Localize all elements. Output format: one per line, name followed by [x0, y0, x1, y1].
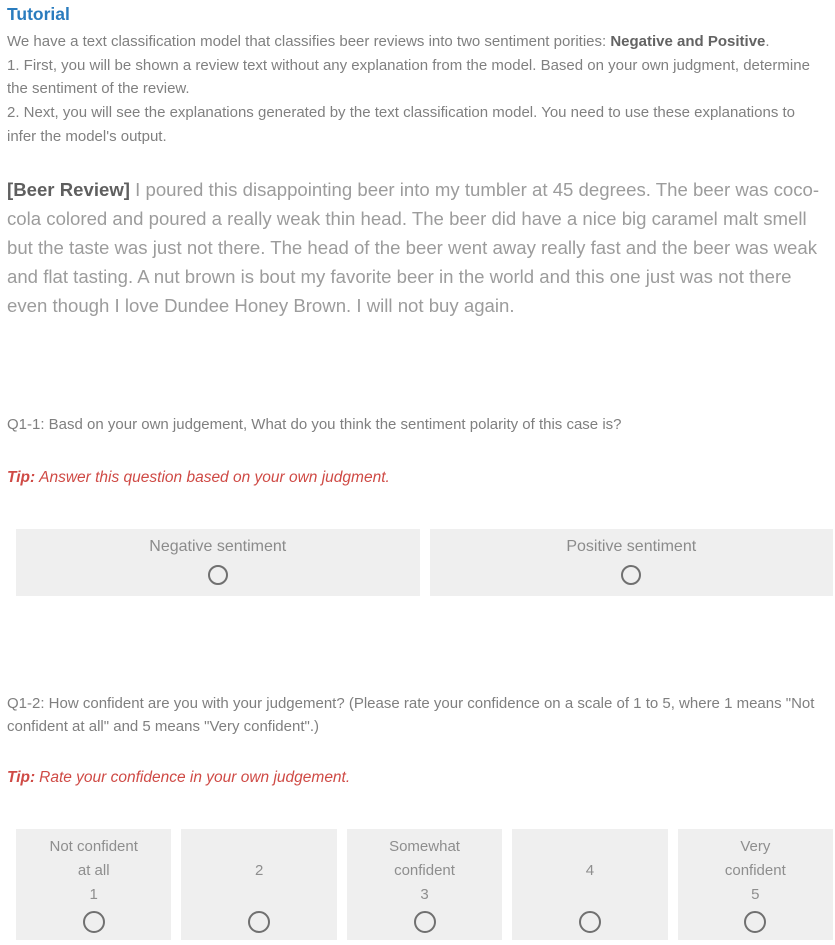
option-label-line: confident [394, 861, 455, 879]
option-label-line [512, 835, 667, 859]
option-confidence-4[interactable] [512, 829, 667, 940]
confidence-options-row [16, 829, 833, 940]
beer-review-label: [Beer Review] [7, 178, 130, 200]
radio-confidence-3[interactable] [414, 911, 436, 933]
option-label-line: 5 [751, 885, 760, 903]
option-label-line: at all [77, 861, 110, 879]
beer-review-text: I poured this disappointing beer into my tumbler at 45 degrees. The beer was coco-cola colored and poured a really weak thin head. The beer did have a nice big caramel malt smell but the taste was just not there. The head of the beer went away really fast and the beer was weak and flat tasting. A nut brown is bout my favorite beer in the world and this one just was not there even though I love Dundee Honey Brown. I will not buy again. [7, 178, 820, 316]
option-positive-sentiment[interactable] [430, 529, 834, 596]
radio-positive-sentiment[interactable] [621, 565, 641, 585]
option-label-line: 3 [420, 885, 429, 903]
instruction-step-2: 2. Next, you will see the explanations generated by the text classification model. You need to use these explanations to infer the model's output. [7, 104, 796, 145]
option-label-line: 1 [89, 885, 98, 903]
radio-confidence-4[interactable] [579, 911, 601, 933]
tip-label: Tip: [7, 468, 36, 486]
option-label: Negative sentiment [149, 537, 287, 555]
option-label-line: Somewhat [389, 837, 460, 855]
option-label-line: confident [724, 861, 786, 879]
intro-suffix: . [765, 33, 770, 50]
option-label: Positive sentiment [566, 537, 697, 555]
intro-bold: Negative and Positive [610, 33, 766, 50]
sentiment-options-row [16, 529, 833, 596]
option-label-line [512, 883, 667, 907]
tip-q1-2 [7, 769, 833, 787]
option-negative-sentiment[interactable] [16, 529, 420, 596]
question-q1-2: Q1-2: How confident are you with your judgement? (Please rate your confidence on a scale of 1 to 5, where 1 means "Not confident at all" and 5 means "Very confident".) [7, 694, 815, 735]
radio-confidence-2[interactable] [248, 911, 270, 933]
beer-review [7, 175, 833, 320]
tip-text: Answer this question based on your own judgment. [39, 468, 390, 486]
option-label-line: 2 [254, 861, 264, 879]
option-confidence-2[interactable] [181, 829, 336, 940]
option-label-line [181, 883, 336, 907]
option-label-line: 4 [585, 861, 595, 879]
option-confidence-3[interactable] [347, 829, 502, 940]
intro-text [7, 30, 817, 54]
page-title: Tutorial [7, 4, 70, 24]
radio-confidence-1[interactable] [83, 911, 105, 933]
option-label-line: Not confident [49, 837, 138, 855]
question-q1-1: Q1-1: Basd on your own judgement, What do you think the sentiment polarity of this case is? [7, 415, 622, 433]
option-confidence-1[interactable] [16, 829, 171, 940]
option-confidence-5[interactable] [678, 829, 833, 940]
tip-text: Rate your confidence in your own judgement. [39, 768, 351, 786]
radio-confidence-5[interactable] [744, 911, 766, 933]
tip-q1-1 [7, 469, 833, 487]
option-label-line [181, 835, 336, 859]
intro-prefix: We have a text classification model that classifies beer reviews into two sentiment porities: [7, 33, 611, 50]
tip-label: Tip: [7, 768, 36, 786]
option-label-line: Very [740, 837, 771, 855]
instruction-step-1: 1. First, you will be shown a review text without any explanation from the model. Based on your own judgment, determine the sentiment of the review. [7, 56, 810, 98]
radio-negative-sentiment[interactable] [208, 565, 228, 585]
